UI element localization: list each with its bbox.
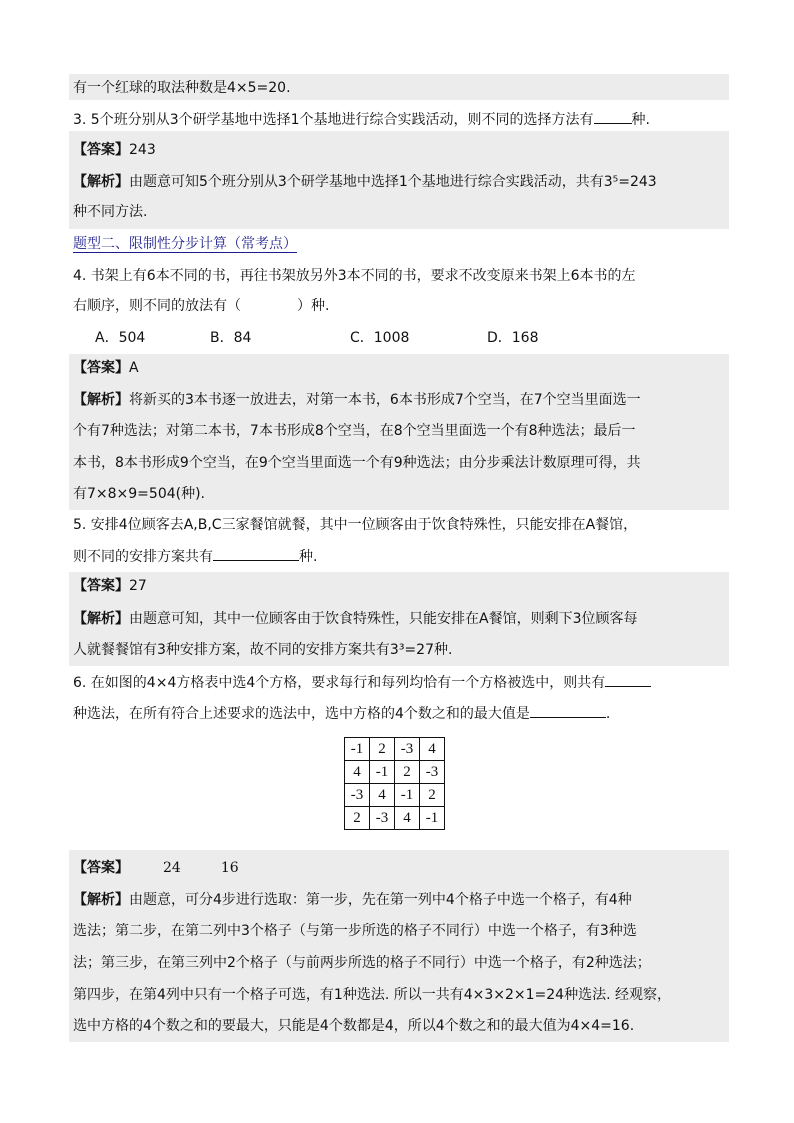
grid-cell: 4 [370,784,395,807]
grid-cell: 2 [420,784,445,807]
question-6-text: 6. 在如图的4×4方格表中选4个方格，要求每行和每列均恰有一个方格被选中，则共有 [73,675,606,691]
option-d: D．168 [487,330,539,346]
grid-cell: 4 [420,738,445,761]
analysis-label: 【解析】 [73,892,129,908]
analysis-text: 由题意可知，其中一位顾客由于饮食特殊性，只能安排在A餐馆，则剩下3位顾客每 [129,611,638,627]
grid-row [345,807,445,830]
grid-cell: -3 [345,784,370,807]
question-6-tail: . [605,706,611,722]
answer-label: 【答案】 [73,578,129,594]
question-5-text: 则不同的安排方案共有 [73,549,213,565]
grid-cell: 4 [395,807,420,830]
question-4-text: 右顺序，则不同的放法有（ [73,298,241,314]
carryover-line: 有一个红球的取法种数是4×5=20. [73,80,291,96]
answer-value: 243 [129,142,156,158]
analysis-5-line-1 [73,609,637,629]
answer-label: 【答案】 [73,860,129,876]
analysis-3 [73,172,657,192]
shade-answer-6 [69,850,729,1042]
question-4-line-1: 4. 书架上有6本不同的书，再往书架放另外3本不同的书，要求不改变原来书架上6本书的左 [73,268,636,284]
answer-value: 27 [129,578,147,594]
answer-4 [73,358,139,378]
analysis-6-line-3: 法；第三步，在第三列中2个格子（与前两步所选的格子不同行）中选一个格子，有2种选法； [73,955,651,971]
grid-cell: 4 [345,761,370,784]
answer-value-2: 16 [220,860,239,876]
question-5-blank [213,546,299,561]
grid-row [345,738,445,761]
answer-label: 【答案】 [73,360,129,376]
answer-3 [73,140,156,160]
grid-cell: -3 [370,807,395,830]
analysis-4-line-1 [73,390,641,410]
answer-label: 【答案】 [73,142,129,158]
analysis-label: 【解析】 [73,611,129,627]
analysis-5-line-2: 人就餐餐馆有3种安排方案，故不同的安排方案共有3³=27种. [73,642,453,658]
grid-cell: -3 [420,761,445,784]
analysis-6-line-5: 选中方格的4个数之和的要最大，只能是4个数都是4，所以4个数之和的最大值为4×4=16. [73,1018,635,1034]
analysis-4-line-4: 有7×8×9=504(种). [73,486,206,502]
grid-cell: 2 [345,807,370,830]
question-3-tail: 种. [631,112,650,128]
analysis-label: 【解析】 [73,392,129,408]
grid-row [345,784,445,807]
analysis-6-line-4: 第四步，在第4列中只有一个格子可选，有1种选法. 所以一共有4×3×2×1=24种选法. 经观察， [73,987,671,1003]
section-heading-text: 题型二、限制性分步计算（常考点） [73,236,297,252]
grid-cell: -1 [420,807,445,830]
analysis-text: 由题意可知5个班分别从3个研学基地中选择1个基地进行综合实践活动，共有3⁵=243 [129,174,657,190]
section-heading [73,234,297,254]
question-4-line-2 [73,296,329,316]
option-b: B．84 [210,330,252,346]
answer-value-1: 24 [163,860,181,876]
grid-cell: -3 [395,738,420,761]
grid-cell: -1 [395,784,420,807]
answer-value: A [129,360,139,376]
question-5-tail: 种. [299,549,318,565]
analysis-label: 【解析】 [73,174,129,190]
question-4-tail: ）种. [297,298,330,314]
option-c: C．1008 [350,330,410,346]
grid-cell: 2 [370,738,395,761]
number-grid [344,737,445,830]
question-6-text-2: 种选法，在所有符合上述要求的选法中，选中方格的4个数之和的最大值是 [73,706,530,722]
analysis-3-cont: 种不同方法. [73,204,148,220]
question-5-line-2 [73,546,317,567]
question-3-text: 3. 5个班分别从3个研学基地中选择1个基地进行综合实践活动，则不同的选择方法有 [73,112,594,128]
option-a: A．504 [95,330,146,346]
question-3-blank [594,109,632,124]
analysis-text: 将新买的3本书逐一放进去，对第一本书，6本书形成7个空当，在7个空当里面选一 [129,392,641,408]
question-6-blank-1 [605,672,651,687]
grid-cell: -1 [370,761,395,784]
analysis-6-line-2: 选法；第二步，在第二列中3个格子（与第一步所选的格子不同行）中选一个格子，有3种选 [73,923,637,939]
answer-5 [73,576,147,596]
analysis-4-line-2: 个有7种选法；对第二本书，7本书形成8个空当，在8个空当里面选一个有8种选法；最后一 [73,423,636,439]
grid-cell: 2 [395,761,420,784]
analysis-text: 由题意，可分4步进行选取：第一步，先在第一列中4个格子中选一个格子，有4种 [129,892,632,908]
question-5-line-1: 5. 安排4位顾客去A,B,C三家餐馆就餐，其中一位顾客由于饮食特殊性，只能安排在A餐馆， [73,517,638,533]
analysis-6-line-1 [73,890,632,910]
question-6-line-2 [73,703,610,724]
question-3 [73,109,650,130]
question-6-line-1 [73,672,651,693]
grid-cell: -1 [345,738,370,761]
answer-6 [73,858,239,878]
question-6-blank-2 [530,703,606,718]
grid-row [345,761,445,784]
analysis-4-line-3: 本书，8本书形成9个空当，在9个空当里面选一个有9种选法；由分步乘法计数原理可得，共 [73,455,641,471]
